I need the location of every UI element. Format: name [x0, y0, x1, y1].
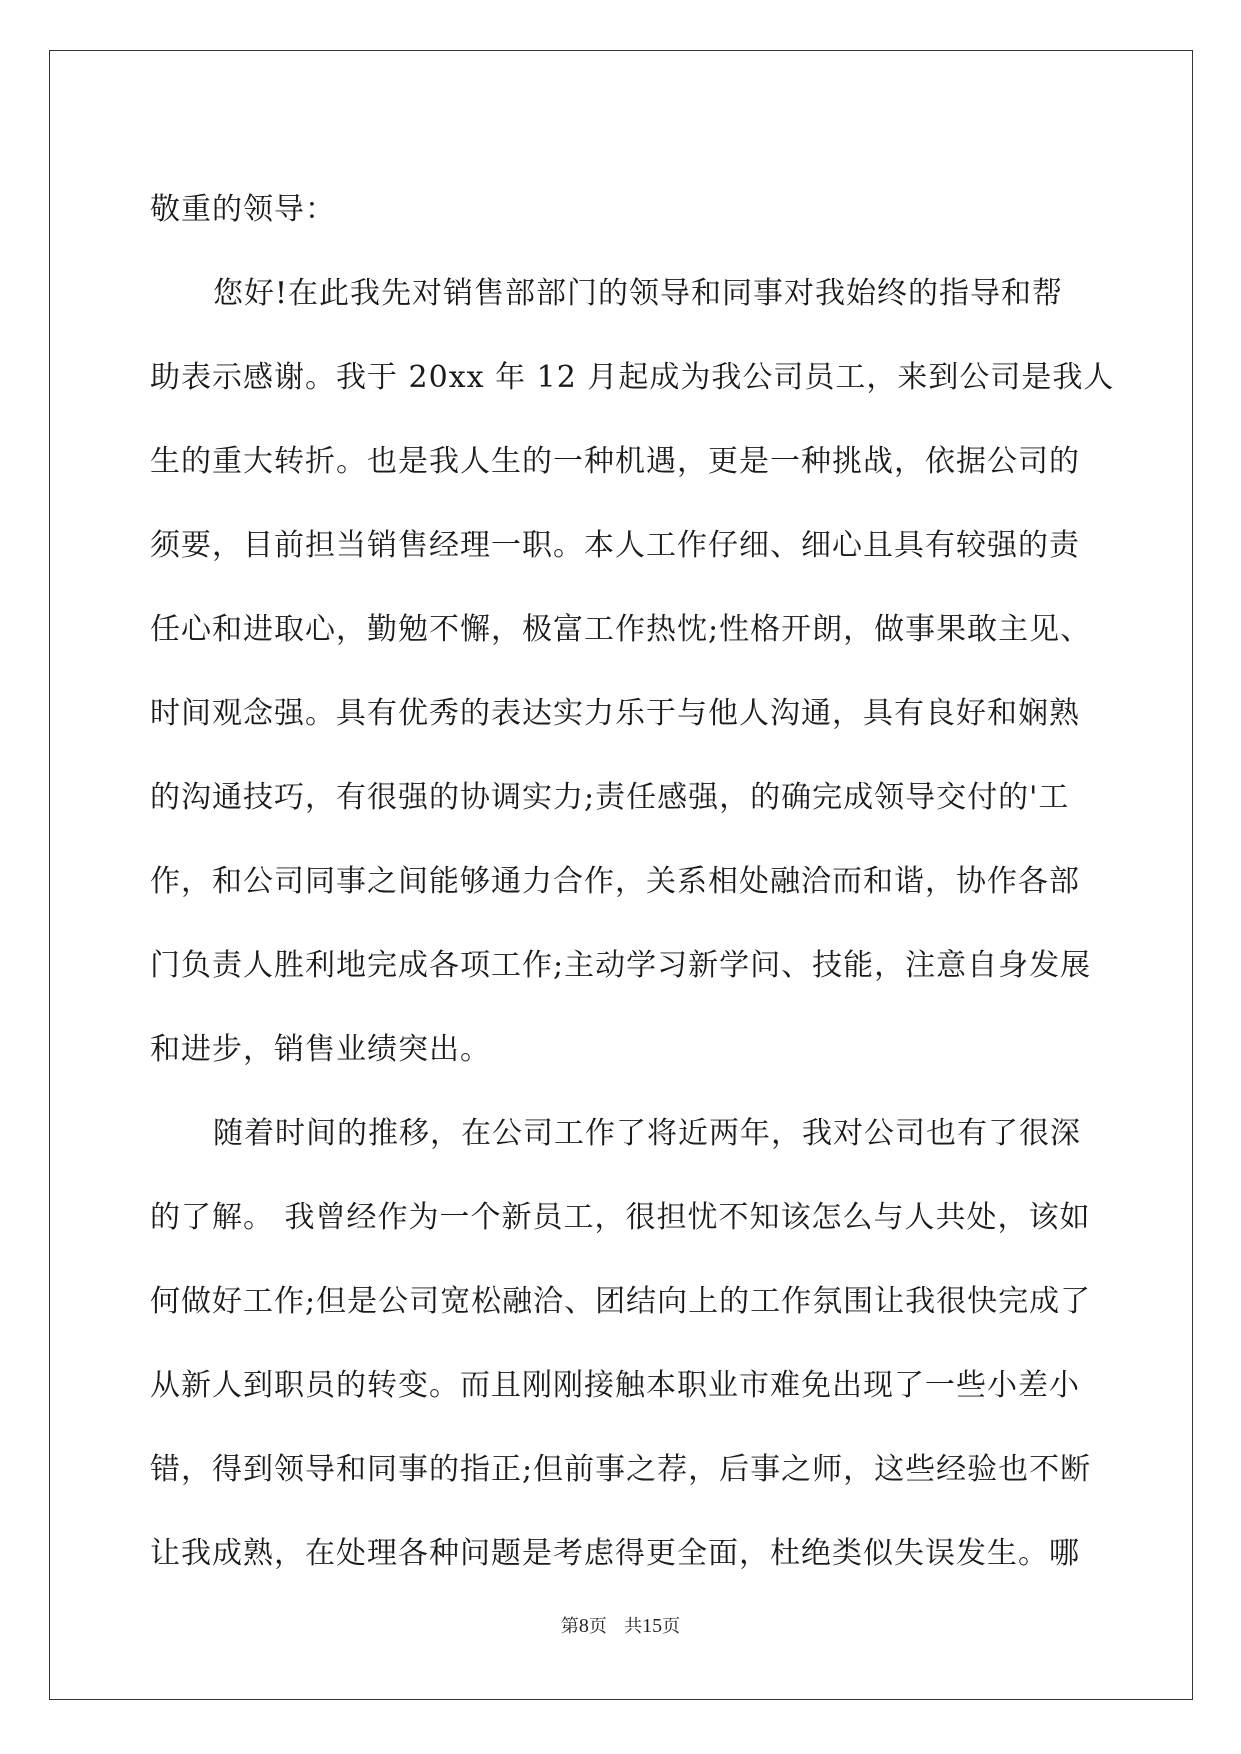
- footer-total-suffix: 页: [662, 1616, 681, 1637]
- paragraph-line: 错，得到领导和同事的指正;但前事之荐，后事之师，这些经验也不断: [150, 1452, 1092, 1487]
- paragraph-line: 作，和公司同事之间能够通力合作，关系相处融洽而和谐，协作各部: [150, 864, 1080, 899]
- paragraph-line: 门负责人胜利地完成各项工作;主动学习新学问、技能，注意自身发展: [150, 948, 1092, 983]
- paragraph-line: 和进步，销售业绩突出。: [150, 1032, 491, 1067]
- paragraph-line: 让我成熟，在处理各种问题是考虑得更全面，杜绝类似失误发生。哪: [150, 1536, 1080, 1571]
- paragraph-line: 时间观念强。具有优秀的表达实力乐于与他人沟通，具有良好和娴熟: [150, 696, 1080, 731]
- paragraph-line: 从新人到职员的转变。而且刚刚接触本职业市难免出现了一些小差小: [150, 1368, 1080, 1403]
- footer-total-prefix: 共: [624, 1616, 643, 1637]
- salutation: 敬重的领导：: [150, 192, 336, 227]
- paragraph-line: 任心和进取心，勤勉不懈，极富工作热忱;性格开朗，做事果敢主见、: [150, 612, 1092, 647]
- paragraph-line: 的了解。 我曾经作为一个新员工，很担忧不知该怎么与人共处，该如: [150, 1200, 1091, 1235]
- paragraph-line: 您好!在此我先对销售部部门的领导和同事对我始终的指导和帮: [213, 276, 1064, 311]
- footer-page-suffix: 页: [588, 1616, 607, 1637]
- paragraph-line: 助表示感谢。我于 20xx 年 12 月起成为我公司员工，来到公司是我人: [150, 360, 1115, 395]
- total-pages-number: 15: [642, 1615, 663, 1637]
- current-page-number: 8: [578, 1615, 589, 1637]
- paragraph-line: 生的重大转折。也是我人生的一种机遇，更是一种挑战，依据公司的: [150, 444, 1080, 479]
- paragraph-line: 须要，目前担当销售经理一职。本人工作仔细、细心且具有较强的责: [150, 528, 1080, 563]
- page-number-footer: [0, 1612, 1241, 1638]
- paragraph-line: 随着时间的推移，在公司工作了将近两年，我对公司也有了很深: [213, 1116, 1081, 1151]
- document-body: [150, 168, 1115, 1596]
- paragraph-line: 的沟通技巧，有很强的协调实力;责任感强，的确完成领导交付的'工: [150, 780, 1070, 815]
- paragraph-line: 何做好工作;但是公司宽松融洽、团结向上的工作氛围让我很快完成了: [150, 1284, 1092, 1319]
- footer-prefix: 第: [560, 1616, 579, 1637]
